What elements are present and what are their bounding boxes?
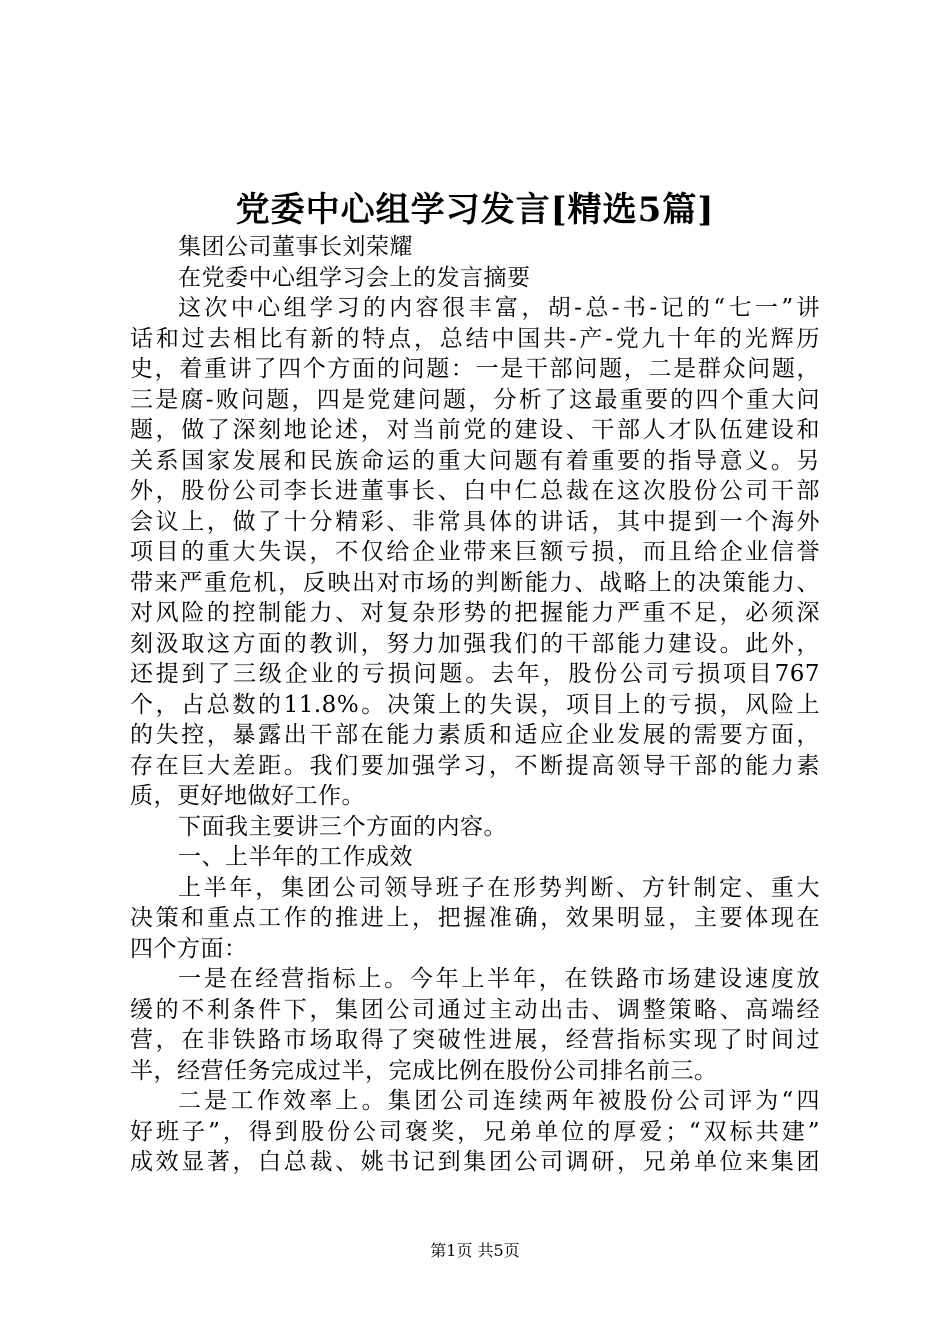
text-line: 关系国家发展和民族命运的重大问题有着重要的指导意义。另: [130, 447, 820, 474]
document-title: 党委中心组学习发言[精选5篇]: [235, 190, 715, 230]
text-line: 成效显著，白总裁、姚书记到集团公司调研，兄弟单位来集团: [130, 1149, 820, 1175]
text-line: 个，占总数的11.8%。决策上的失误，项目上的亏损，风险上: [130, 691, 820, 718]
text-line: 对风险的控制能力、对复杂形势的把握能力严重不足，必须深: [130, 600, 820, 626]
text-line: 半，经营任务完成过半，完成比例在股份公司排名前三。: [130, 1057, 718, 1084]
text-line: 好班子”，得到股份公司褒奖，兄弟单位的厚爱；“双标共建”: [130, 1118, 820, 1145]
text-line: 史，着重讲了四个方面的问题：一是干部问题，二是群众问题，: [130, 356, 820, 382]
text-line: 话和过去相比有新的特点，总结中国共-产-党九十年的光辉历: [130, 325, 820, 352]
text-line: 四个方面：: [130, 935, 248, 962]
text-line: 缓的不利条件下，集团公司通过主动出击、调整策略、高端经: [130, 996, 820, 1023]
text-line: 营，在非铁路市场取得了突破性进展，经营指标实现了时间过: [130, 1027, 820, 1053]
text-line: 刻汲取这方面的教训，努力加强我们的干部能力建设。此外，: [130, 630, 820, 657]
text-line: 质，更好地做好工作。: [130, 783, 365, 809]
text-line: 一是在经营指标上。今年上半年，在铁路市场建设速度放: [178, 966, 820, 992]
text-line: 题，做了深刻地论述，对当前党的建设、干部人才队伍建设和: [130, 417, 820, 443]
text-line: 存在巨大差距。我们要加强学习，不断提高领导干部的能力素: [130, 752, 820, 779]
text-line: 决策和重点工作的推进上，把握准确，效果明显，主要体现在: [130, 905, 820, 931]
text-line: 这次中心组学习的内容很丰富，胡-总-书-记的“七一”讲: [178, 295, 820, 321]
text-line: 一、上半年的工作成效: [178, 844, 413, 870]
text-line: 在党委中心组学习会上的发言摘要: [178, 264, 531, 291]
text-line: 集团公司董事长刘荣耀: [178, 234, 413, 260]
text-line: 外，股份公司李长进董事长、白中仁总裁在这次股份公司干部: [130, 478, 820, 504]
document-body: [130, 232, 820, 1178]
text-line: 三是腐-败问题，四是党建问题，分析了这最重要的四个重大问: [130, 386, 820, 413]
text-line: 上半年，集团公司领导班子在形势判断、方针制定、重大: [178, 874, 820, 901]
text-line: 还提到了三级企业的亏损问题。去年，股份公司亏损项目767: [130, 661, 820, 687]
text-line: 的失控，暴露出干部在能力素质和适应企业发展的需要方面，: [130, 722, 820, 748]
page-footer: 第1页 共5页: [430, 1241, 520, 1260]
text-line: 会议上，做了十分精彩、非常具体的讲话，其中提到一个海外: [130, 508, 820, 535]
text-line: 二是工作效率上。集团公司连续两年被股份公司评为“四: [178, 1088, 820, 1114]
text-line: 下面我主要讲三个方面的内容。: [178, 813, 507, 840]
text-line: 带来严重危机，反映出对市场的判断能力、战略上的决策能力、: [130, 569, 820, 596]
text-line: 项目的重大失误，不仅给企业带来巨额亏损，而且给企业信誉: [130, 539, 820, 565]
